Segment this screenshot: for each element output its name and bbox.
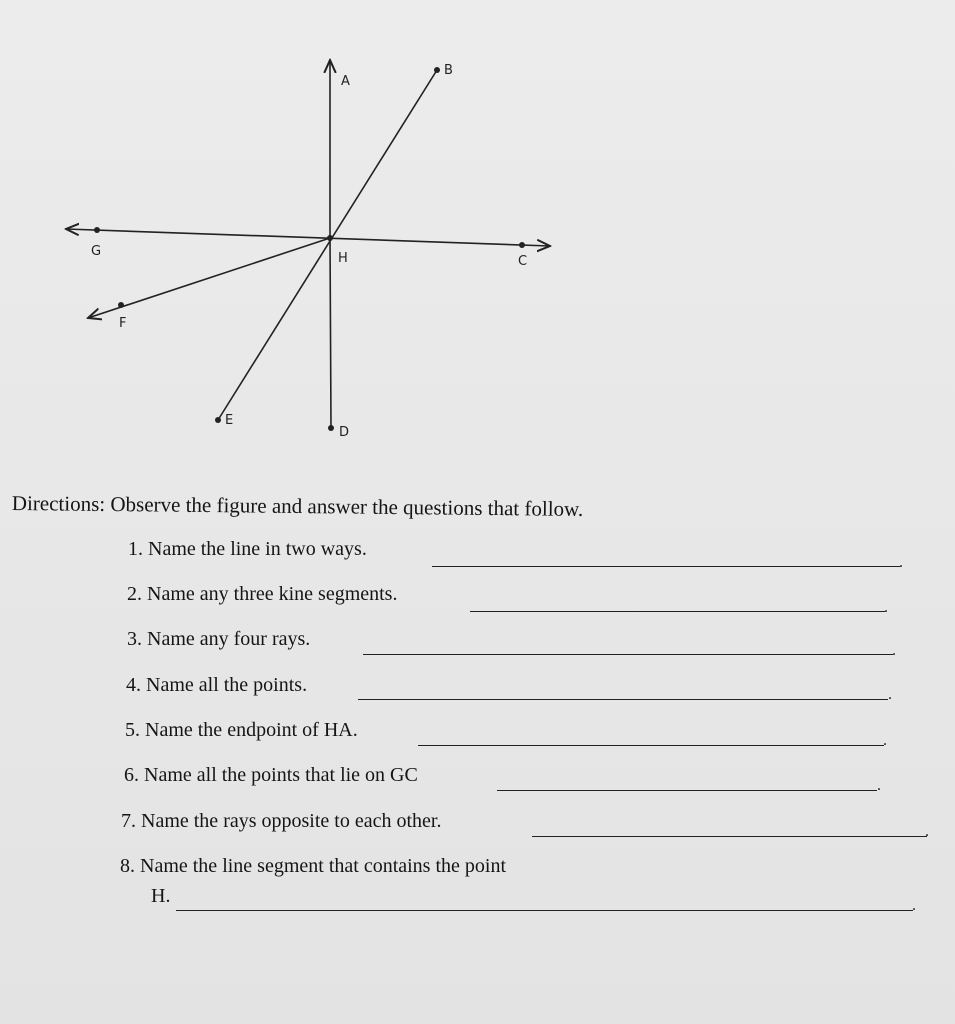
answer-end-dot-7: . [925, 823, 929, 840]
point-h-dot [327, 235, 333, 241]
question-4: 4. Name all the points. [126, 674, 308, 696]
line-horizontal-GC [66, 229, 550, 246]
answer-line-8[interactable] [176, 910, 913, 911]
answer-line-2[interactable] [470, 611, 885, 612]
question-8-continuation: H. [151, 885, 171, 907]
question-8: 8. Name the line segment that contains the point [120, 855, 507, 877]
answer-line-4[interactable] [358, 699, 888, 700]
point-f-dot [118, 302, 124, 308]
question-2: 2. Name any three kine segments. [127, 583, 398, 605]
point-d-dot [328, 425, 334, 431]
line-vertical-segment-HD [330, 238, 331, 428]
point-g-dot [94, 227, 100, 233]
answer-end-dot-5: . [883, 732, 887, 749]
answer-line-5[interactable] [418, 745, 884, 746]
point-label-d: D [339, 425, 350, 440]
line-diagonal-EB [218, 70, 437, 420]
point-label-b: B [444, 63, 453, 78]
directions-text: Directions: Observe the figure and answer the questions that follow. [11, 491, 584, 521]
point-e-dot [215, 417, 221, 423]
point-label-c: C [518, 254, 528, 269]
answer-line-6[interactable] [497, 790, 877, 791]
point-label-f: F [119, 316, 127, 331]
point-b-dot [434, 67, 440, 73]
answer-end-dot-4: . [888, 686, 892, 703]
question-1: 1. Name the line in two ways. [128, 538, 367, 560]
point-label-g: G [91, 244, 102, 259]
question-5: 5. Name the endpoint of HA. [125, 719, 358, 741]
geometry-figure [0, 0, 955, 470]
point-c-dot [519, 242, 525, 248]
point-label-a: A [341, 74, 350, 89]
answer-end-dot-2: . [884, 599, 888, 616]
point-label-e: E [225, 413, 234, 428]
question-7: 7. Name the rays opposite to each other. [121, 810, 442, 832]
point-label-h: H [338, 251, 348, 266]
answer-end-dot-1: . [899, 554, 903, 571]
question-3: 3. Name any four rays. [127, 628, 311, 650]
answer-end-dot-6: . [877, 777, 881, 794]
answer-line-3[interactable] [363, 654, 893, 655]
question-6: 6. Name all the points that lie on GC [124, 764, 418, 786]
answer-end-dot-8: . [912, 897, 916, 914]
answer-line-1[interactable] [432, 566, 900, 567]
answer-end-dot-3: . [892, 642, 896, 659]
answer-line-7[interactable] [532, 836, 927, 837]
line-ray-HF [88, 238, 330, 318]
